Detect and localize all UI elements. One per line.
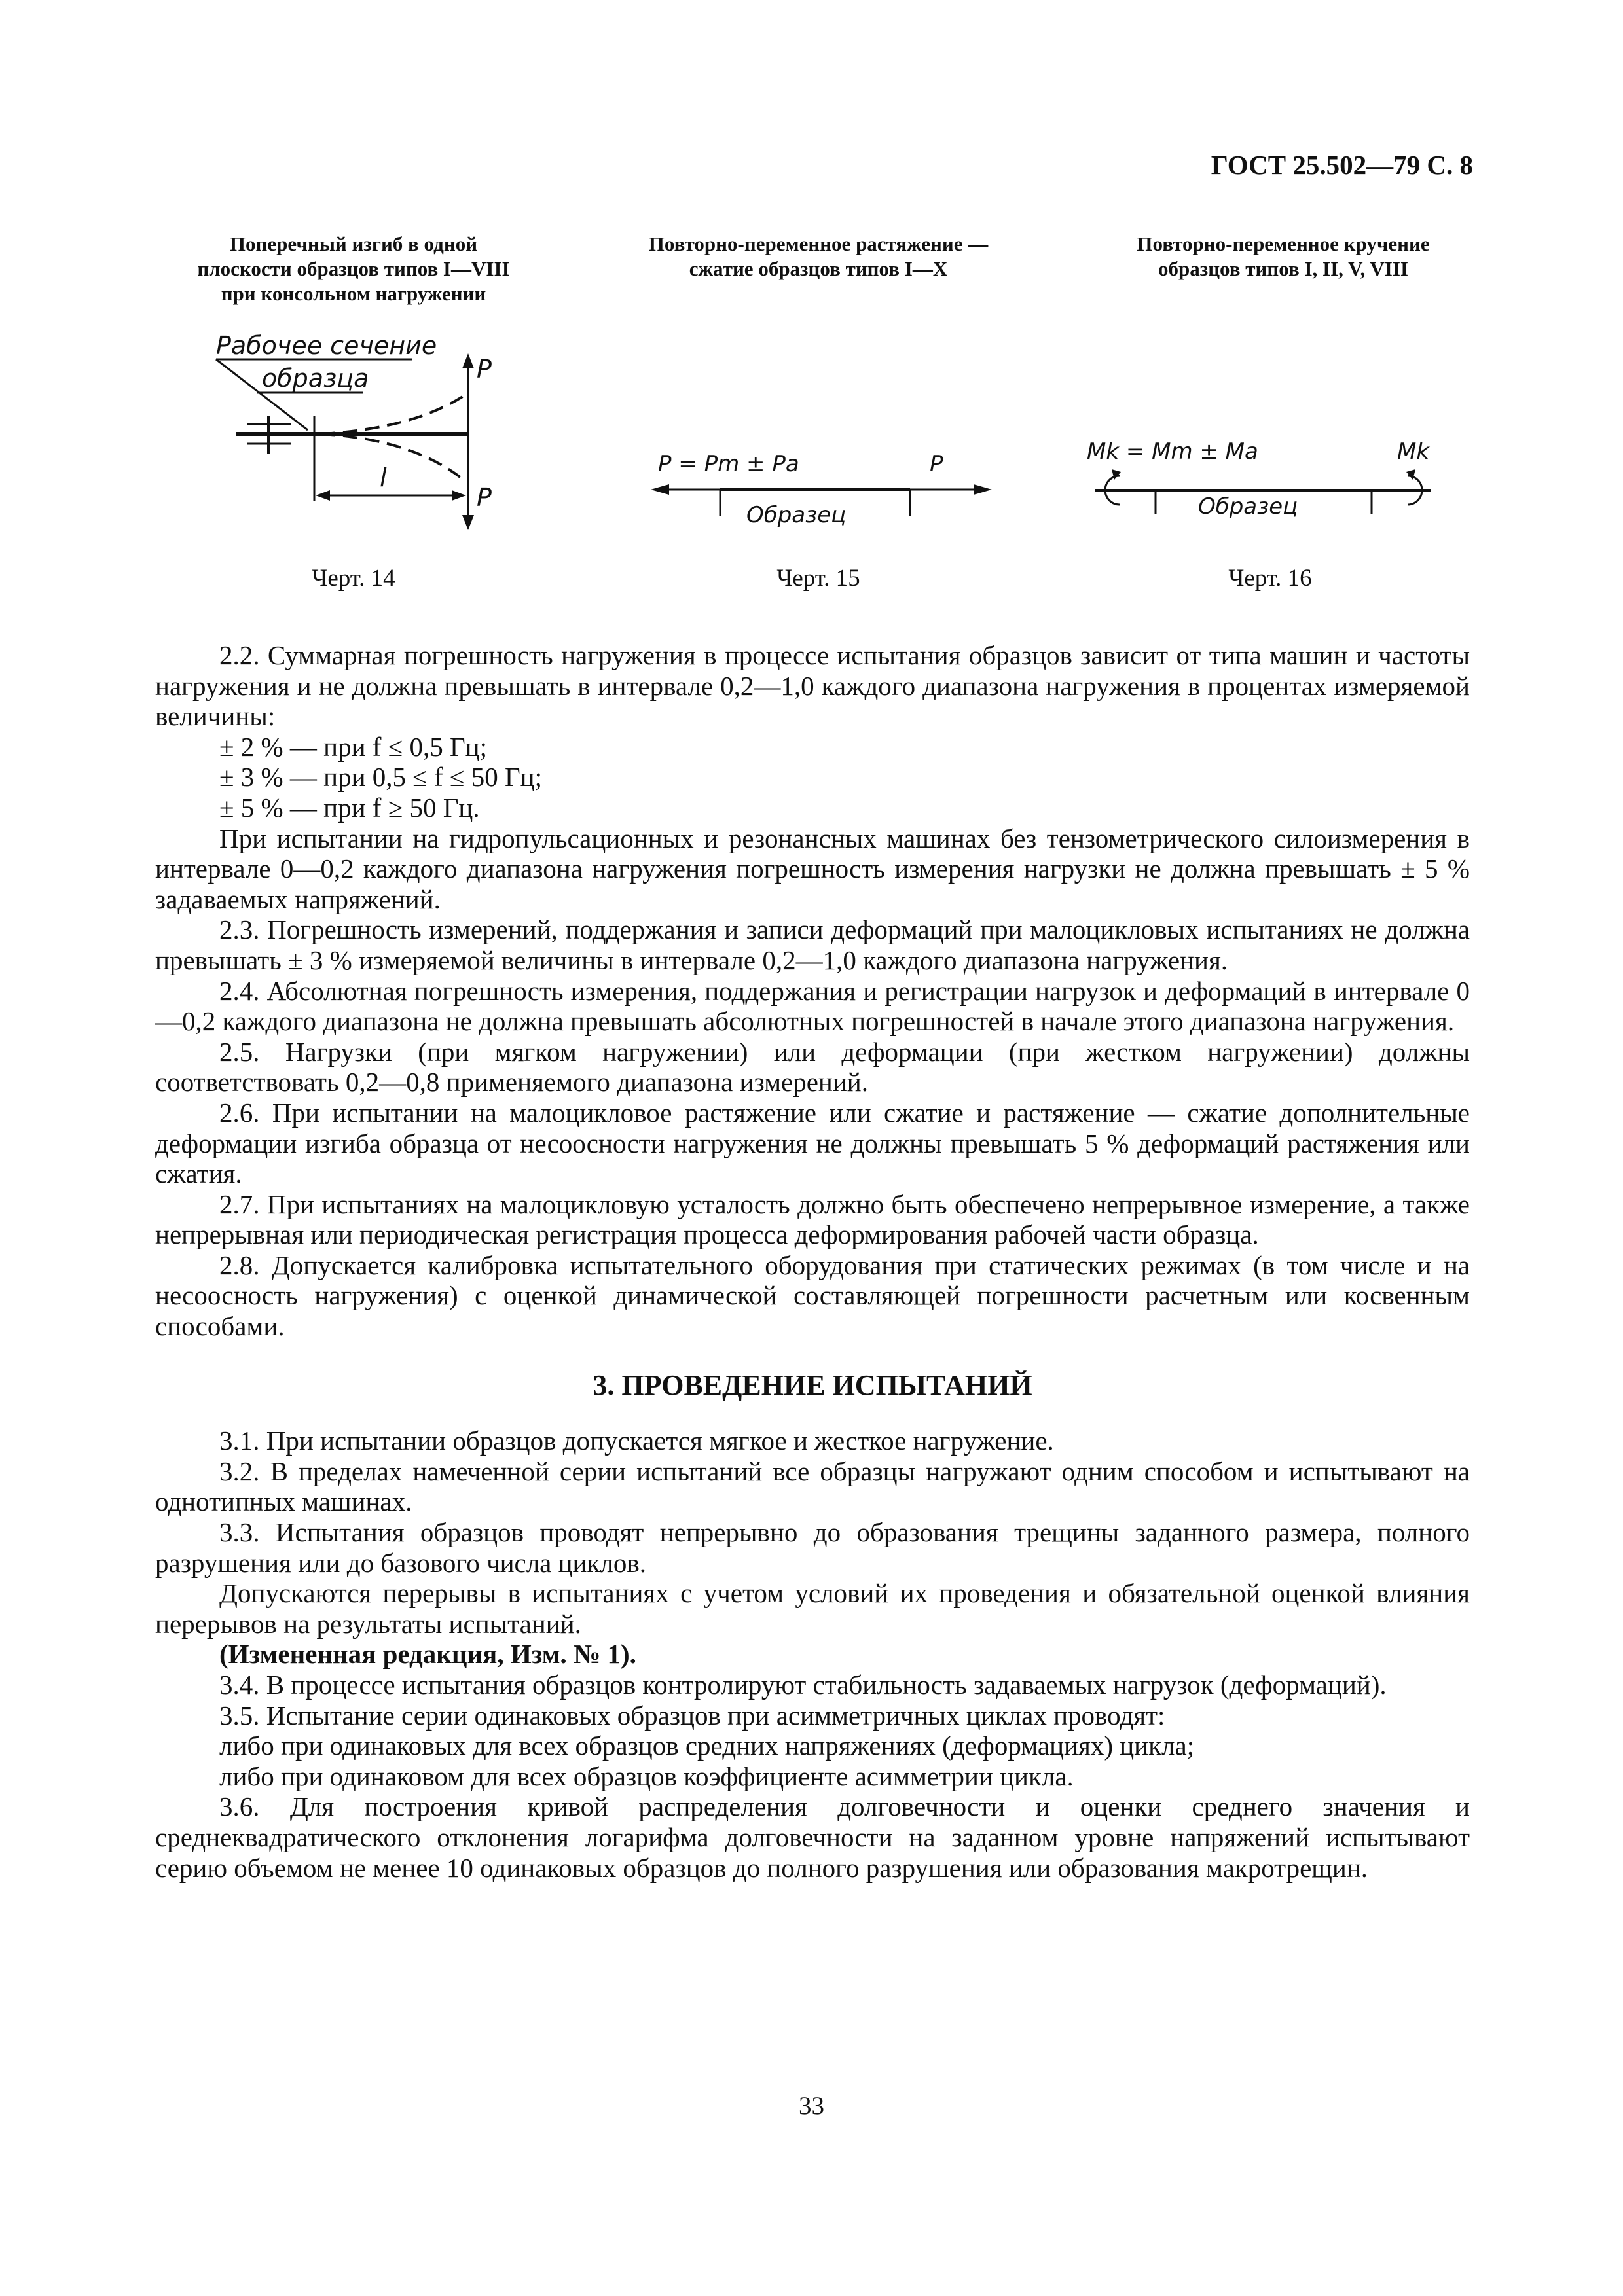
caption-line: образцов типов I, II, V, VIII bbox=[1158, 257, 1408, 280]
label-working-section-1: Рабочее сечение bbox=[216, 331, 437, 360]
paragraph: Допускаются перерывы в испытаниях с учетом условий их проведения и обязательной оценкой влияния перерывов на результаты испытаний. bbox=[155, 1578, 1470, 1639]
paragraph: 2.6. При испытании на малоцикловое растяжение или сжатие и растяжение — сжатие дополнительные деформации изгиба образца от несоосности нагружения не должны превышать 5 % деформаций растяжения или сжатия. bbox=[155, 1097, 1470, 1189]
caption-line: Повторно-переменное кручение bbox=[1137, 232, 1430, 255]
arrowhead-icon bbox=[452, 490, 466, 501]
arrowhead-icon bbox=[316, 490, 330, 501]
list-item: ± 3 % — при 0,5 ≤ f ≤ 50 Гц; bbox=[219, 762, 542, 793]
label-moment-right: Mk bbox=[1397, 439, 1430, 465]
deflection-curve-up bbox=[321, 396, 464, 434]
list-item: ± 5 % — при f ≥ 50 Гц. bbox=[219, 792, 480, 823]
paragraph: 3.4. В процессе испытания образцов контролируют стабильность задаваемых нагрузок (деформаций). bbox=[219, 1670, 1387, 1700]
label-force-formula: P = Pm ± Pa bbox=[658, 451, 799, 477]
paragraph: 3.5. Испытание серии одинаковых образцов при асимметричных циклах проводят: bbox=[219, 1700, 1165, 1731]
deflection-curve-down bbox=[321, 434, 464, 480]
paragraph: 2.5. Нагрузки (при мягком нагружении) или деформации (при жестком нагружении) должны соответствовать 0,2—0,8 применяемого диапазона измерений. bbox=[155, 1036, 1470, 1098]
paragraph: 2.2. Суммарная погрешность нагружения в процессе испытания образцов зависит от типа машин и частоты нагружения и не должна превышать в интервале 0,2—1,0 каждого диапазона нагружения в процентах измеряемой величины: bbox=[155, 640, 1470, 732]
paragraph: 2.7. При испытаниях на малоцикловую усталость должно быть обеспечено непрерывное измерение, а также непрерывная или периодическая регистрация процесса деформирования рабочей части образца. bbox=[155, 1189, 1470, 1250]
paragraph: 3.1. При испытании образцов допускается мягкое и жесткое нагружение. bbox=[219, 1426, 1054, 1456]
label-force-right: P bbox=[930, 451, 943, 477]
section-heading: 3. ПРОВЕДЕНИЕ ИСПЫТАНИЙ bbox=[593, 1369, 1032, 1401]
arrowhead-icon bbox=[462, 515, 474, 530]
label-force-top: P bbox=[477, 355, 492, 384]
paragraph: 3.2. В пределах намеченной серии испытаний все образцы нагружают одним способом и испытывают на однотипных машинах. bbox=[155, 1456, 1470, 1517]
document-header: ГОСТ 25.502—79 С. 8 bbox=[1211, 150, 1473, 180]
paragraph: 2.3. Погрешность измерений, поддержания и записи деформаций при малоцикловых испытаниях не должна превышать ± 3 % измеряемой величины в интервале 0,2—1,0 каждого диапазона нагружения. bbox=[155, 914, 1470, 975]
paragraph: либо при одинаковом для всех образцов коэффициенте асимметрии цикла. bbox=[219, 1761, 1074, 1791]
label-length: l bbox=[380, 463, 387, 492]
figure-14-caption bbox=[151, 232, 556, 306]
figure-15-caption bbox=[576, 232, 1061, 281]
caption-line: сжатие образцов типов I—X bbox=[689, 257, 948, 280]
paragraph: 2.8. Допускается калибровка испытательного оборудования при статических режимах (в том числе и на несоосность нагружения) с оценкой динамической составляющей погрешности расчетным или косвенным способами. bbox=[155, 1249, 1470, 1342]
paragraph: При испытании на гидропульсационных и резонансных машинах без тензометрического силоизмерения в интервале 0—0,2 каждого диапазона нагружения погрешность измерения нагрузки не должна превышать ± 5 % задаваемых напряжений. bbox=[155, 823, 1470, 914]
list-item: ± 2 % — при f ≤ 0,5 Гц; bbox=[219, 731, 487, 762]
figure-15-diagram bbox=[648, 445, 1002, 537]
paragraph: либо при одинаковых для всех образцов средних напряжениях (деформациях) цикла; bbox=[219, 1731, 1195, 1761]
amendment-note: (Измененная редакция, Изм. № 1). bbox=[219, 1639, 636, 1670]
label-force-bottom: P bbox=[477, 483, 492, 512]
arrowhead-icon bbox=[651, 484, 669, 495]
figure-15-number: Черт. 15 bbox=[776, 565, 860, 592]
caption-line: плоскости образцов типов I—VIII bbox=[197, 257, 510, 280]
figure-16-number: Черт. 16 bbox=[1228, 565, 1312, 592]
paragraph: 2.4. Абсолютная погрешность измерения, поддержания и регистрации нагрузок и деформаций в интервале 0—0,2 каждого диапазона не должна превышать абсолютных погрешностей в начале этого диапазона нагружения. bbox=[155, 975, 1470, 1037]
paragraph: 3.6. Для построения кривой распределения долговечности и оценки среднего значения и среднеквадратического отклонения логарифма долговечности на заданном уровне напряжений испытывают серию объемом не менее 10 одинаковых образцов до полного разрушения или образования макротрещин. bbox=[155, 1791, 1470, 1883]
figure-16-caption bbox=[1074, 232, 1493, 281]
caption-line: при консольном нагружении bbox=[221, 282, 486, 305]
label-moment-formula: Mk = Mm ± Ma bbox=[1087, 439, 1258, 465]
page-number: 33 bbox=[799, 2092, 824, 2120]
label-specimen: Образец bbox=[1198, 493, 1298, 520]
arrowhead-icon bbox=[462, 353, 474, 368]
body-text bbox=[155, 640, 1470, 1883]
caption-line: Поперечный изгиб в одной bbox=[229, 232, 478, 255]
arrowhead-icon bbox=[974, 484, 992, 495]
figure-14-number: Черт. 14 bbox=[312, 565, 395, 592]
label-specimen: Образец bbox=[746, 502, 847, 528]
figure-16-diagram bbox=[1080, 429, 1447, 537]
paragraph: 3.3. Испытания образцов проводят непрерывно до образования трещины заданного размера, полного разрушения или до базового числа циклов. bbox=[155, 1517, 1470, 1578]
figure-14-diagram bbox=[216, 324, 511, 547]
caption-line: Повторно-переменное растяжение — bbox=[648, 232, 989, 255]
label-working-section-2: образца bbox=[262, 364, 369, 393]
